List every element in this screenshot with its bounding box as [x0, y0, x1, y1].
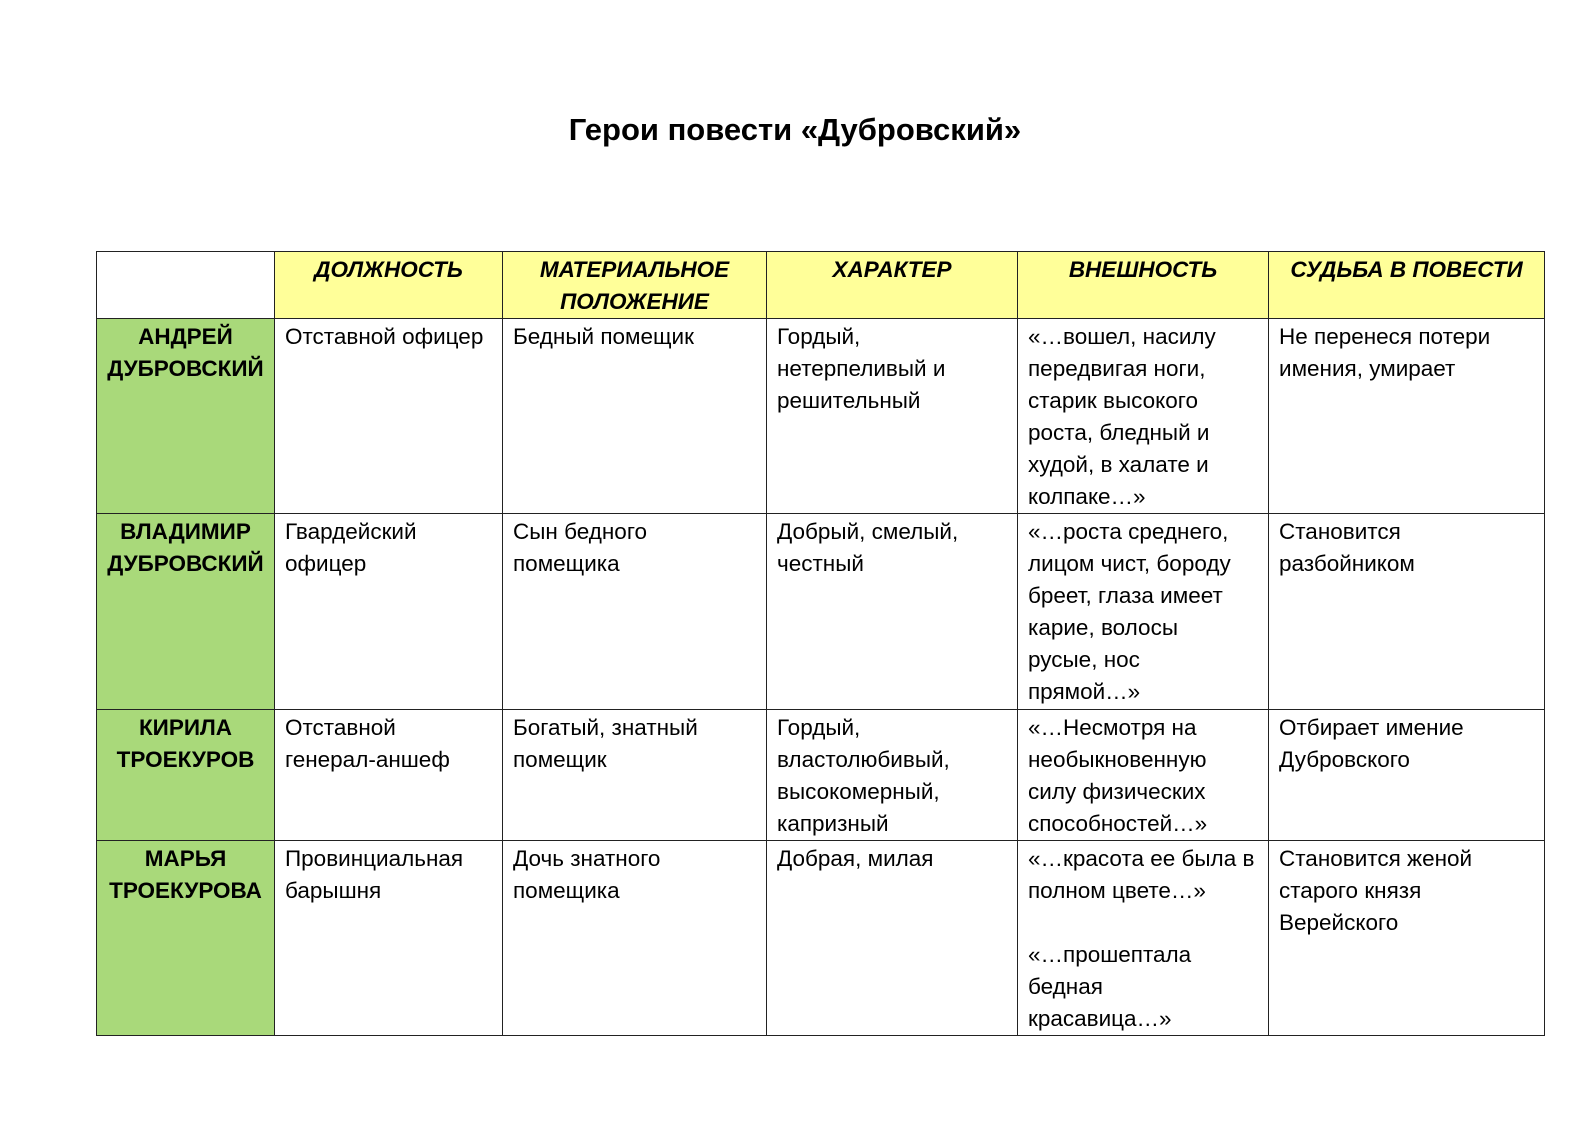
material-status-cell: Богатый, знатный помещик: [503, 710, 767, 841]
material-status-cell: Дочь знатного помещика: [503, 841, 767, 1036]
material-status-cell: Бедный помещик: [503, 319, 767, 514]
fate-cell: Отбирает имение Дубровского: [1269, 710, 1545, 841]
character-cell: Добрый, смелый, честный: [767, 514, 1018, 710]
position-cell: Отставной генерал-аншеф: [275, 710, 503, 841]
appearance-cell: «…роста среднего, лицом чист, бороду бреет, глаза имеет карие, волосы русые, нос прямой…»: [1018, 514, 1269, 710]
fate-cell: Становится разбойником: [1269, 514, 1545, 710]
appearance-cell: «…Несмотря на необыкновенную силу физических способностей…»: [1018, 710, 1269, 841]
header-material-status: МАТЕРИАЛЬНОЕ ПОЛОЖЕНИЕ: [503, 252, 767, 319]
position-cell: Провинциальная барышня: [275, 841, 503, 1036]
table-row: [97, 514, 1545, 710]
character-name-cell: АНДРЕЙ ДУБРОВСКИЙ: [97, 319, 275, 514]
character-name-cell: МАРЬЯ ТРОЕКУРОВА: [97, 841, 275, 1036]
appearance-cell: «…вошел, насилу передвигая ноги, старик высокого роста, бледный и худой, в халате и колпаке…»: [1018, 319, 1269, 514]
table-row: [97, 319, 1545, 514]
characters-table: [96, 251, 1545, 1036]
material-status-cell: Сын бедного помещика: [503, 514, 767, 710]
position-cell: Отставной офицер: [275, 319, 503, 514]
header-corner-cell: [97, 252, 275, 319]
fate-cell: Становится женой старого князя Верейского: [1269, 841, 1545, 1036]
header-character: ХАРАКТЕР: [767, 252, 1018, 319]
table-row: [97, 710, 1545, 841]
character-name-cell: КИРИЛА ТРОЕКУРОВ: [97, 710, 275, 841]
fate-cell: Не перенеся потери имения, умирает: [1269, 319, 1545, 514]
character-cell: Добрая, милая: [767, 841, 1018, 1036]
header-fate: СУДЬБА В ПОВЕСТИ: [1269, 252, 1545, 319]
table-row: [97, 841, 1545, 1036]
appearance-cell: «…красота ее была в полном цвете…» «…прошептала бедная красавица…»: [1018, 841, 1269, 1036]
position-cell: Гвардейский офицер: [275, 514, 503, 710]
character-cell: Гордый, нетерпеливый и решительный: [767, 319, 1018, 514]
table-header-row: [97, 252, 1545, 319]
page-title: Герои повести «Дубровский»: [568, 112, 1022, 147]
header-position: ДОЛЖНОСТЬ: [275, 252, 503, 319]
character-cell: Гордый, властолюбивый, высокомерный, капризный: [767, 710, 1018, 841]
header-appearance: ВНЕШНОСТЬ: [1018, 252, 1269, 319]
character-name-cell: ВЛАДИМИР ДУБРОВСКИЙ: [97, 514, 275, 710]
